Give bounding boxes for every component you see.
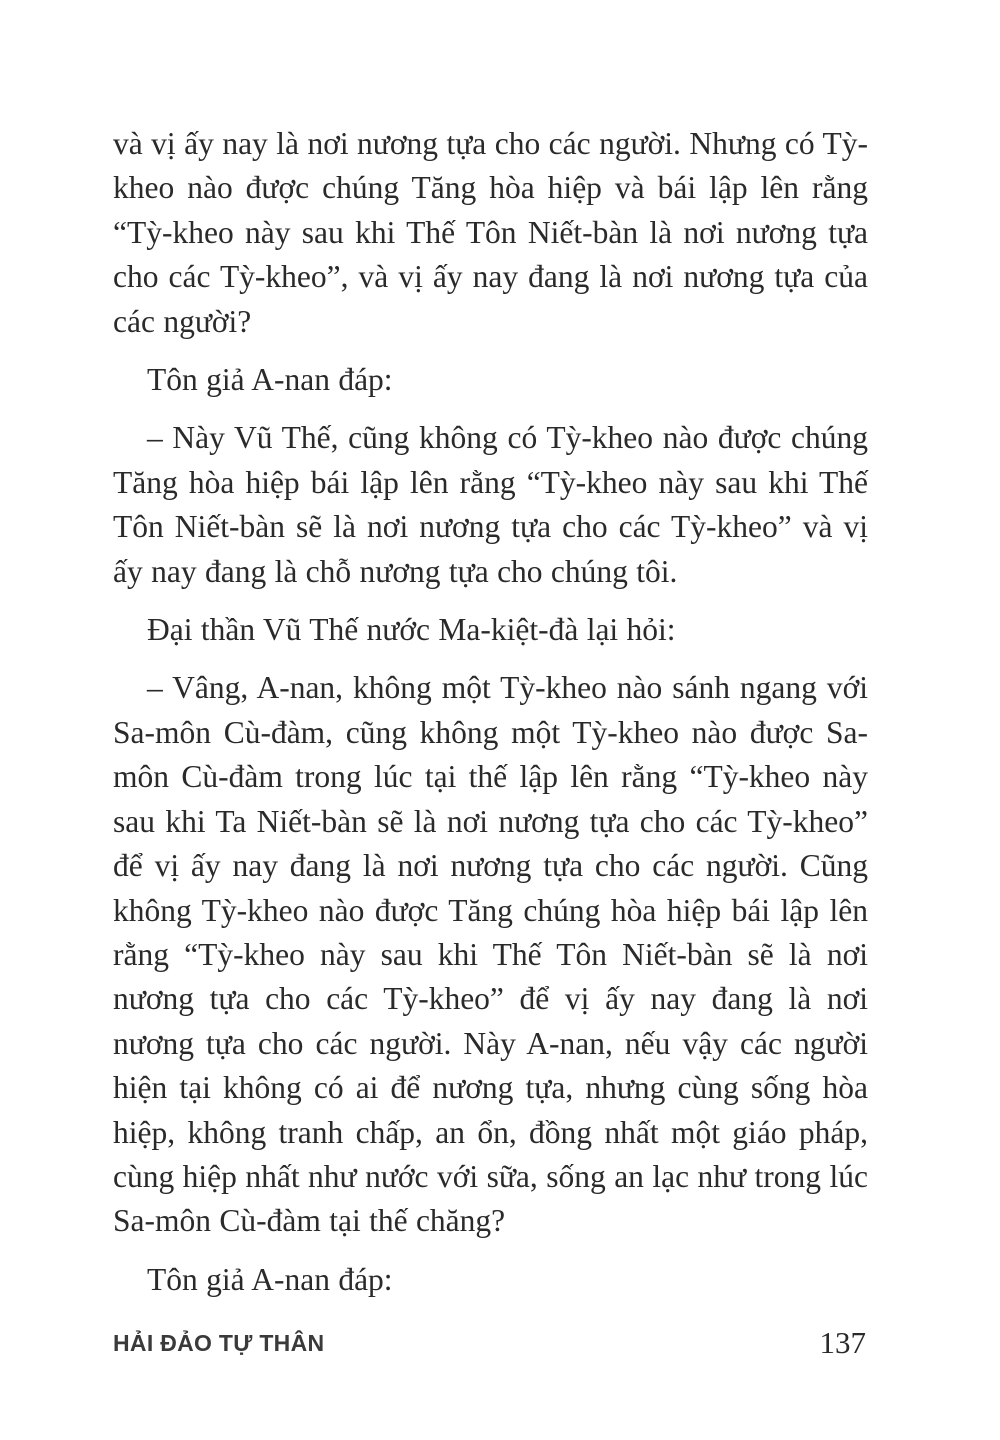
page-body (113, 122, 868, 1302)
paragraph-ananda-replies-1: Tôn giả A-nan đáp: (147, 362, 393, 398)
running-footer-book-title: HẢI ĐẢO TỰ THÂN (113, 1330, 325, 1356)
paragraph-vassakara-question: – Vâng, A-nan, không một Tỳ-kheo nào sánh ngang với Sa-môn Cù-đàm, cũng không một Tỳ-kheo nào được Sa-môn Cù-đàm trong lúc tại thế lập lên rằng “Tỳ-kheo này sau khi Ta Niết-bàn sẽ là nơi nương tựa cho các Tỳ-kheo” để vị ấy nay đang là nơi nương tựa cho các người. Cũng không Tỳ-kheo nào được Tăng chúng hòa hiệp bái lập lên rằng “Tỳ-kheo này sau khi Thế Tôn Niết-bàn sẽ là nơi nương tựa cho các Tỳ-kheo” để vị ấy nay đang là nơi nương tựa cho các người. Này A-nan, nếu vậy các người hiện tại không có ai để nương tựa, nhưng cùng sống hòa hiệp, không tranh chấp, an ổn, đồng nhất một giáo pháp, cùng hiệp nhất như nước với sữa, sống an lạc như trong lúc Sa-môn Cù-đàm tại thế chăng? (113, 670, 868, 1239)
paragraph-continuation: và vị ấy nay là nơi nương tựa cho các người. Nhưng có Tỳ-kheo nào được chúng Tăng hòa hiệp và bái lập lên rằng “Tỳ-kheo này sau khi Thế Tôn Niết-bàn là nơi nương tựa cho các Tỳ-kheo”, và vị ấy nay đang là nơi nương tựa của các người? (113, 126, 868, 339)
page-number: 137 (819, 1325, 866, 1360)
paragraph-ananda-replies-2: Tôn giả A-nan đáp: (147, 1261, 393, 1297)
paragraph-vassakara-asks: Đại thần Vũ Thế nước Ma-kiệt-đà lại hỏi: (147, 612, 676, 648)
paragraph-ananda-answer: – Này Vũ Thế, cũng không có Tỳ-kheo nào được chúng Tăng hòa hiệp bái lập lên rằng “Tỳ-kheo này sau khi Thế Tôn Niết-bàn sẽ là nơi nương tựa cho các Tỳ-kheo” và vị ấy nay đang là chỗ nương tựa cho chúng tôi. (113, 420, 868, 589)
